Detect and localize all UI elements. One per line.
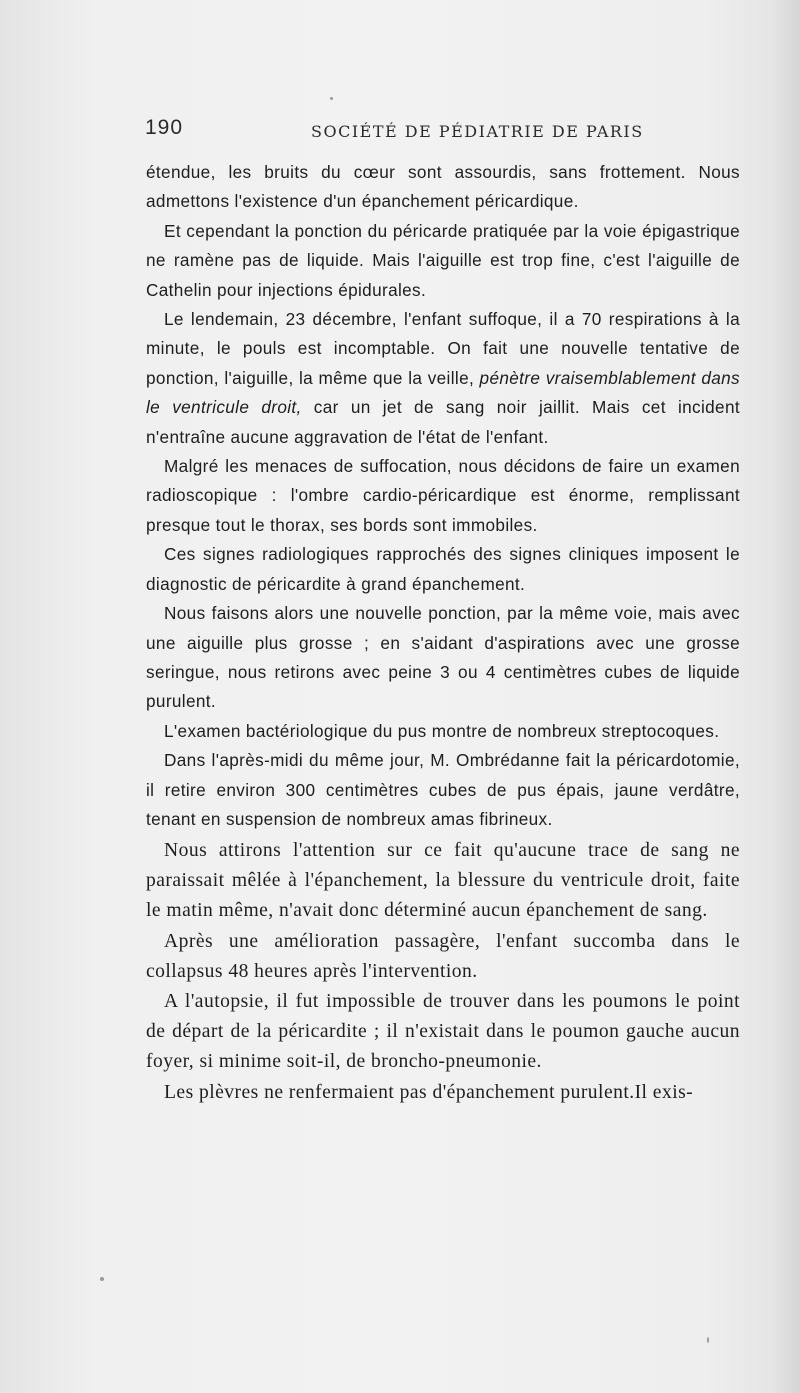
paragraph-6: Nous faisons alors une nouvelle ponction, par la même voie, mais avec une aiguille plus grosse ; en s'aidant d'aspirations avec une grosse seringue, nous retirons avec peine 3 ou 4 centimètres cubes de liquide purulent. — [146, 603, 740, 712]
running-title: SOCIÉTÉ DE PÉDIATRIE DE PARIS — [311, 122, 644, 141]
paragraph-4: Malgré les menaces de suffocation, nous décidons de faire un examen radioscopique : l'ombre cardio-péricardique est énorme, remplissant presque tout le thorax, ses bords sont immobiles. — [146, 456, 740, 535]
paper-speck — [707, 1337, 709, 1343]
body-text-upper — [146, 158, 740, 834]
paragraph-9: Nous attirons l'attention sur ce fait qu'aucune trace de sang ne paraissait mêlée à l'épanchement, la blessure du ventricule droit, faite le matin même, n'avait donc déterminé aucun épanchement de sang. — [146, 840, 740, 922]
paragraph-3-text: Le lendemain, 23 décembre, l'enfant suffoque, il a 70 respirations à la minute, le pouls est incomptable. On fait une nouvelle tentative de ponction, l'aiguille, la même que la veille, pénètre vraisemblablement dans le ventricule droit, car un jet de sang noir jaillit. Mais cet incident n'entraîne aucune aggravation de l'état de l'enfant. — [146, 309, 740, 447]
paragraph-5: Ces signes radiologiques rapprochés des signes cliniques imposent le diagnostic de péricardite à grand épanchement. — [146, 544, 740, 594]
paper-speck — [100, 1277, 104, 1281]
body-text-lower — [146, 836, 740, 1108]
paragraph-8: Dans l'après-midi du même jour, M. Ombrédanne fait la péricardotomie, il retire environ 300 centimètres cubes de pus épais, jaune verdâtre, tenant en suspension de nombreux amas fibrineux. — [146, 750, 740, 829]
page-edge-shadow — [770, 0, 800, 1393]
paragraph-1: étendue, les bruits du cœur sont assourdis, sans frottement. Nous admettons l'existence d'un épanchement péricardique. — [146, 162, 740, 212]
paper-speck — [330, 97, 333, 100]
paragraph-7: L'examen bactériologique du pus montre de nombreux streptocoques. — [164, 720, 720, 741]
italic-phrase: pénètre vraisemblablement dans le ventricule droit, — [146, 367, 740, 418]
paragraph-10: Après une amélioration passagère, l'enfant succomba dans le collapsus 48 heures après l'intervention. — [146, 930, 740, 982]
paragraph-11: A l'autopsie, il fut impossible de trouver dans les poumons le point de départ de la péricardite ; il n'existait dans le poumon gauche aucun foyer, si minime soit-il, de broncho-pneumonie. — [146, 991, 740, 1073]
page-number: 190 — [145, 116, 184, 139]
paragraph-3 — [146, 305, 740, 452]
paragraph-12: Les plèvres ne renfermaient pas d'épanchement purulent.Il exis- — [164, 1081, 694, 1103]
paragraph-2: Et cependant la ponction du péricarde pratiquée par la voie épigastrique ne ramène pas de liquide. Mais l'aiguille est trop fine, c'est l'aiguille de Cathelin pour injections épidurales. — [146, 220, 740, 300]
page-header — [145, 116, 765, 146]
